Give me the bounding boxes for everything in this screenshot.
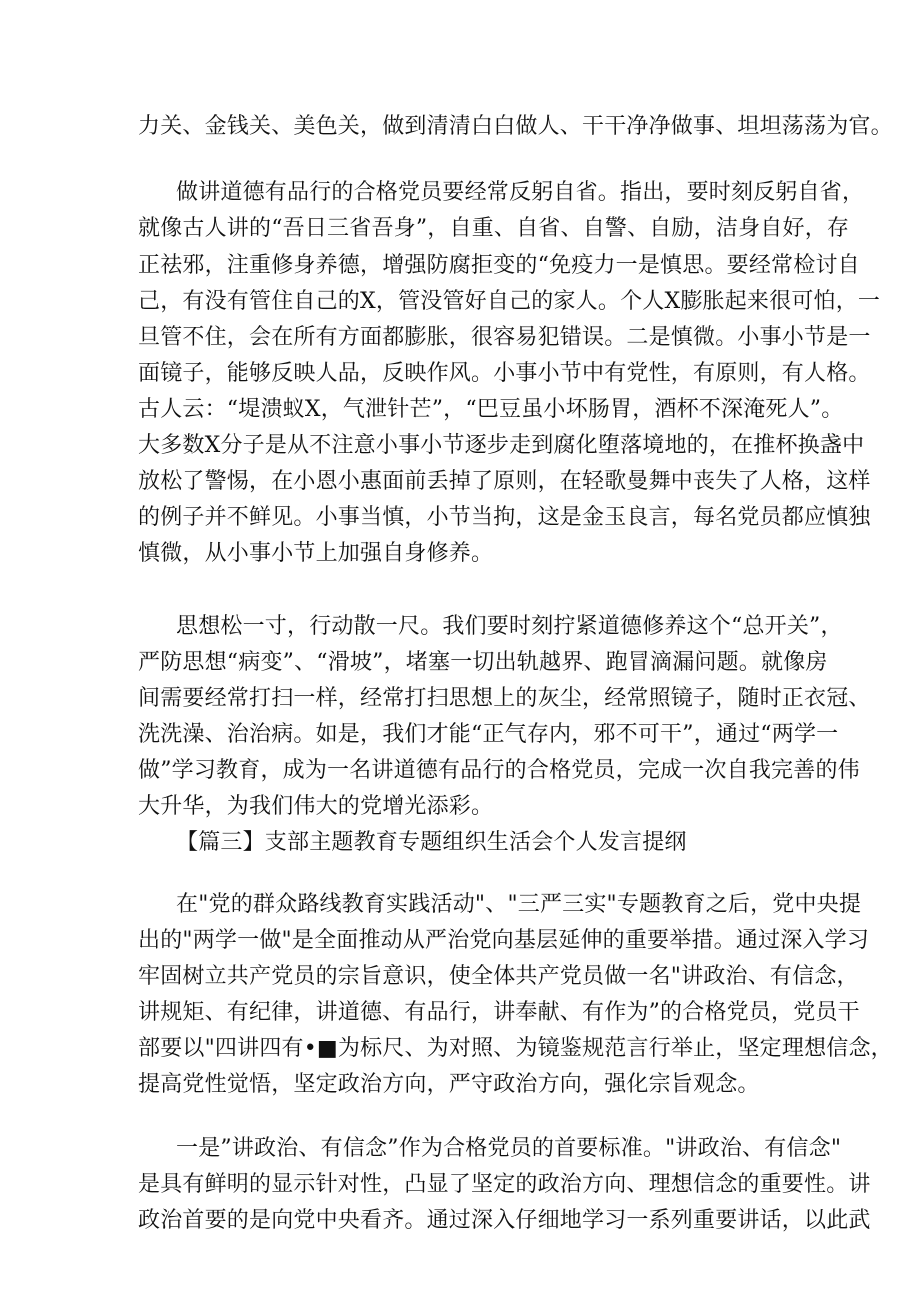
paragraph-line: 做”学习教育，成为一名讲道德有品行的合格党员，完成一次自我完善的伟 [138, 758, 860, 783]
paragraph-line: 古人云：“堤溃蚁X，气泄针芒”，“巴豆虽小坏肠胃，酒杯不深淹死人”。 [138, 397, 844, 422]
paragraph-line: 大多数X分子是从不注意小事小节逐步走到腐化堕落境地的，在推杯换盏中 [138, 433, 865, 458]
paragraph-line: 就像古人讲的“吾日三省吾身”，自重、自省、自警、自励，洁身自好，存 [138, 216, 850, 241]
paragraph-line: 正祛邪，注重修身养德，增强防腐拒变的“免疫力一是慎思。要经常检讨自 [138, 253, 860, 278]
paragraph-line: 牢固树立共产党员的宗旨意识，使全体共产党员做一名"讲政治、有信念， [138, 964, 859, 989]
paragraph-line: 力关、金钱关、美色关，做到清清白白做人、干干净净做事、坦坦荡荡为官。 [138, 114, 893, 139]
paragraph-line: 思想松一寸，行动散一尺。我们要时刻拧紧道德修养这个“总开关”， [176, 614, 843, 639]
paragraph-line: 大升华，为我们伟大的党增光添彩。 [138, 794, 494, 819]
paragraph-line: 一是”讲政治、有信念”作为合格党员的首要标准。"讲政治、有信念" [176, 1136, 842, 1161]
paragraph-line: 政治首要的是向党中央看齐。通过深入仔细地学习一系列重要讲话，以此武 [138, 1208, 871, 1233]
section-heading: 【篇三】支部主题教育专题组织生活会个人发言提纲 [176, 830, 687, 855]
paragraph-line: 严防思想“病变”、“滑坡”，堵塞一切出轨越界、跑冒滴漏问题。就像房 [138, 650, 828, 675]
paragraph-line: 是具有鲜明的显示针对性，凸显了坚定的政治方向、理想信念的重要性。讲 [138, 1172, 871, 1197]
paragraph-line: 部要以"四讲四有•■为标尺、为对照、为镜鉴规范言行举止，坚定理想信念， [138, 1036, 893, 1061]
paragraph-line: 讲规矩、有纪律，讲道德、有品行，讲奉献、有作为”的合格党员，党员干 [138, 1000, 860, 1025]
paragraph-line: 面镜子，能够反映人品，反映作风。小事小节中有党性，有原则，有人格。 [138, 361, 871, 386]
paragraph-line: 的例子并不鲜见。小事当慎，小节当拘，这是金玉良言，每名党员都应慎独 [138, 505, 871, 530]
paragraph-line: 在"党的群众路线教育实践活动"、"三严三实"专题教育之后，党中央提 [176, 892, 862, 917]
paragraph-line: 做讲道德有品行的合格党员要经常反躬自省。指出，要时刻反躬自省， [176, 180, 865, 205]
paragraph-line: 出的"两学一做"是全面推动从严治党向基层延伸的重要举措。通过深入学习 [138, 928, 870, 953]
paragraph-line: 己，有没有管住自己的X，管没管好自己的家人。个人X膨胀起来很可怕，一 [138, 289, 881, 314]
paragraph-line: 提高党性觉悟，坚定政治方向，严守政治方向，强化宗旨观念。 [138, 1072, 760, 1097]
paragraph-line: 间需要经常打扫一样，经常打扫思想上的灰尘，经常照镜子，随时正衣冠、 [138, 686, 871, 711]
paragraph-line: 慎微，从小事小节上加强自身修养。 [138, 541, 494, 566]
paragraph-line: 旦管不住，会在所有方面都膨胀，很容易犯错误。二是慎微。小事小节是一 [138, 325, 871, 350]
paragraph-line: 放松了警惕，在小恩小惠面前丢掉了原则，在轻歌曼舞中丧失了人格，这样 [138, 469, 871, 494]
paragraph-line: 洗洗澡、治治病。如是，我们才能“正气存内，邪不可干”，通过“两学一 [138, 722, 839, 747]
